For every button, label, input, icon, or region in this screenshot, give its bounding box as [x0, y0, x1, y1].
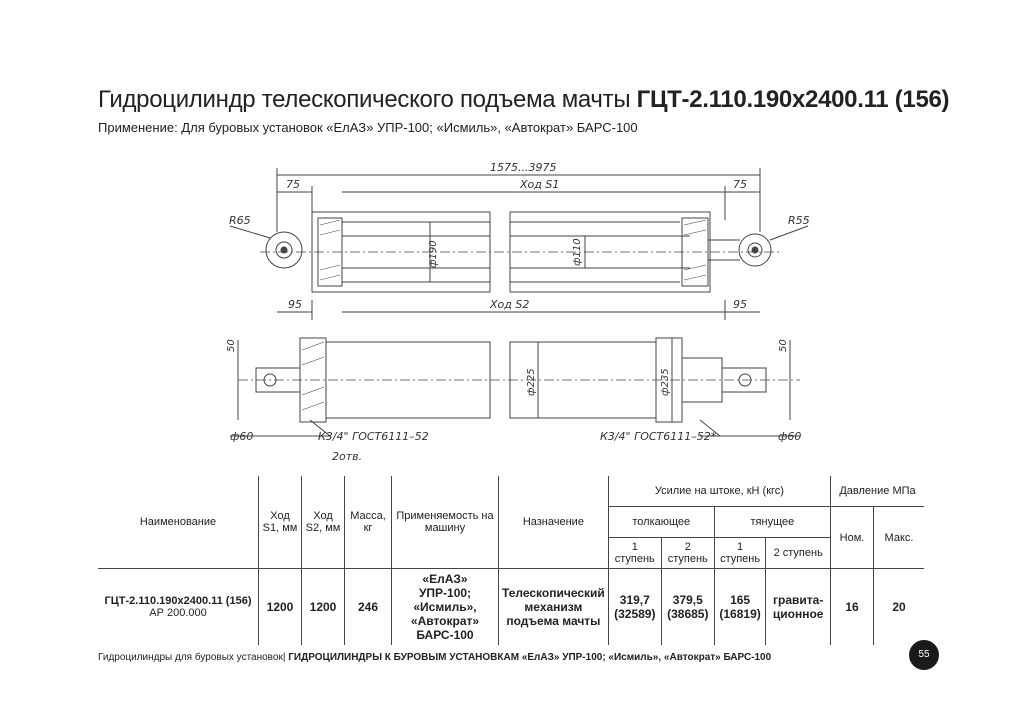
th-max: Макс. — [874, 507, 925, 569]
th-pressure: Давление МПа — [831, 476, 925, 507]
th-s1: Ход S1, мм — [259, 476, 302, 569]
radius-left: R65 — [229, 214, 251, 227]
port-left-label: К3/4" ГОСТ6111–52 — [318, 430, 429, 443]
th-force: Усилие на штоке, кН (кгс) — [608, 476, 830, 507]
cell-mass: 246 — [345, 569, 392, 646]
cell-push1: 319,7 (32589) — [608, 569, 661, 646]
lug-right-dim: 50 — [778, 339, 789, 352]
dim-left-bot: 95 — [288, 298, 302, 311]
dia-110: ф110 — [572, 238, 583, 266]
port-right-label: К3/4" ГОСТ6111–52* — [600, 430, 717, 443]
cell-pull2: гравита-ционное — [766, 569, 831, 646]
title-regular: Гидроцилиндр телескопического подъема мачты — [98, 86, 637, 113]
cell-code: АР 200.000 — [149, 607, 207, 619]
cell-usage: «ЕлАЗ» УПР-100; «Исмиль», «Автократ» БАРС-100 — [392, 569, 499, 646]
dia-60-right: ф60 — [778, 430, 802, 443]
cell-s2: 1200 — [302, 569, 345, 646]
th-pull-stage1: 1 ступень — [714, 538, 766, 569]
page-subtitle: Применение: Для буровых установок «ЕлАЗ» УПР-100; «Исмиль», «Автократ» БАРС-100 — [98, 120, 638, 135]
th-push-stage1: 1 ступень — [608, 538, 661, 569]
cell-s1: 1200 — [259, 569, 302, 646]
table-row — [98, 569, 924, 646]
title-model: ГЦТ-2.110.190х2400.11 (156) — [636, 86, 950, 113]
dia-60-left: ф60 — [230, 430, 254, 443]
dia-190: ф190 — [428, 240, 439, 268]
cell-model: ГЦТ-2.110.190х2400.11 (156) — [104, 595, 252, 607]
page-footer: Гидроцилиндры для буровых установок| ГИДРОЦИЛИНДРЫ К БУРОВЫМ УСТАНОВКАМ «ЕлАЗ» УПР-100; «Исмиль», «Автократ» БАРС-100 — [98, 652, 772, 663]
port-left-note: 2отв. — [332, 450, 363, 463]
cell-max: 20 — [874, 569, 925, 646]
dia-235: ф235 — [660, 368, 671, 396]
th-s2: Ход S2, мм — [302, 476, 345, 569]
cell-purpose: Телескопический механизм подъема мачты — [499, 569, 609, 646]
th-usage: Применяемость на машину — [392, 476, 499, 569]
dim-total: 1575...3975 — [490, 161, 557, 174]
footer-left: Гидроцилиндры для буровых установок — [98, 652, 283, 663]
dim-right-top: 75 — [733, 178, 747, 191]
th-nom: Ном. — [831, 507, 874, 569]
cell-push2: 379,5 (38685) — [661, 569, 714, 646]
th-pull: тянущее — [714, 507, 830, 538]
lug-left-dim: 50 — [226, 339, 237, 352]
page-number: 55 — [909, 640, 939, 670]
radius-right: R55 — [788, 214, 810, 227]
cell-pull1: 165 (16819) — [714, 569, 766, 646]
th-purpose: Назначение — [499, 476, 609, 569]
th-push-stage2: 2 ступень — [661, 538, 714, 569]
footer-right: ГИДРОЦИЛИНДРЫ К БУРОВЫМ УСТАНОВКАМ «ЕлАЗ» УПР-100; «Исмиль», «Автократ» БАРС-100 — [288, 652, 772, 663]
cell-nom: 16 — [831, 569, 874, 646]
page-title — [98, 86, 949, 114]
th-name: Наименование — [139, 516, 217, 528]
technical-drawing — [0, 150, 1024, 470]
th-pull-stage2: 2 ступень — [766, 538, 831, 569]
dim-right-bot: 95 — [733, 298, 747, 311]
cell-name — [98, 569, 259, 646]
th-push: толкающее — [608, 507, 714, 538]
spec-table — [98, 476, 924, 645]
dim-left-top: 75 — [286, 178, 300, 191]
stroke-s1-label: Ход S1 — [520, 178, 560, 191]
th-mass: Масса, кг — [345, 476, 392, 569]
stroke-s2-label: Ход S2 — [490, 298, 530, 311]
dia-225: ф225 — [526, 368, 537, 396]
